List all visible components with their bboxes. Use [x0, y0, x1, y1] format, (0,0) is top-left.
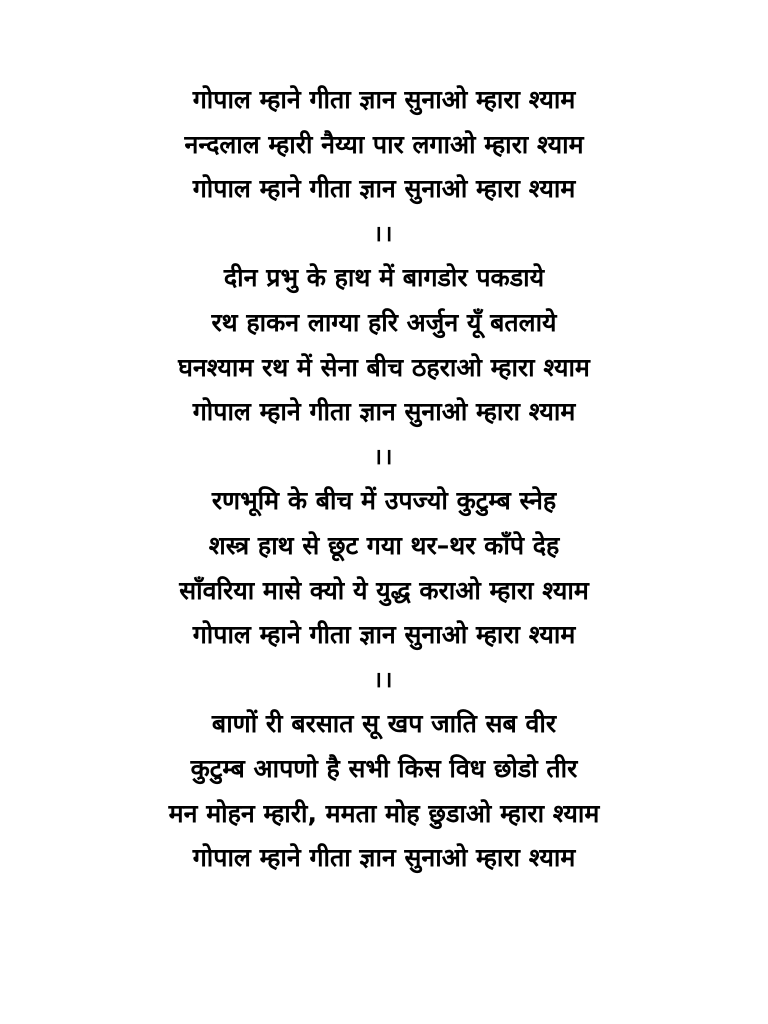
lyric-line: गोपाल म्हाने गीता ज्ञान सुनाओ म्हारा श्याम [192, 397, 576, 427]
lyric-line: गोपाल म्हाने गीता ज्ञान सुनाओ म्हारा श्याम [192, 620, 576, 650]
lyric-line: दीन प्रभु के हाथ में बागडोर पकडाये [223, 263, 545, 293]
lyric-line: गोपाल म्हाने गीता ज्ञान सुनाओ म्हारा श्याम [192, 843, 576, 873]
verse-separator: ।। [373, 443, 395, 469]
verse-separator: ।। [373, 220, 395, 246]
lyric-line: कुटुम्ब आपणो है सभी किस विध छोडो तीर [190, 753, 578, 783]
lyric-line: रथ हाकन लाग्या हरि अर्जुन यूँ बतलाये [211, 307, 557, 337]
lyric-line: मन मोहन म्हारी, ममता मोह छुडाओ म्हारा श्याम [168, 798, 600, 828]
lyric-line: गोपाल म्हाने गीता ज्ञान सुनाओ म्हारा श्याम [192, 85, 576, 114]
lyric-line: रणभूमि के बीच में उपज्यो कुटुम्ब स्नेह [211, 486, 557, 516]
verse-separator: ।। [373, 666, 395, 692]
lyric-line: गोपाल म्हाने गीता ज्ञान सुनाओ म्हारा श्याम [192, 174, 576, 204]
lyric-line: साँवरिया मासे क्यो ये युद्ध कराओ म्हारा श्याम [179, 575, 589, 605]
lyric-line: शस्त्र हाथ से छूट गया थर–थर काँपे देह [208, 530, 560, 560]
lyric-line: नन्दलाल म्हारी नैय्या पार लगाओ म्हारा श्याम [184, 129, 584, 159]
lyric-line: घनश्याम रथ में सेना बीच ठहराओ म्हारा श्याम [178, 352, 590, 382]
lyric-line: बाणों री बरसात सू खप जाति सब वीर [211, 709, 557, 739]
lyrics-page [0, 78, 768, 881]
